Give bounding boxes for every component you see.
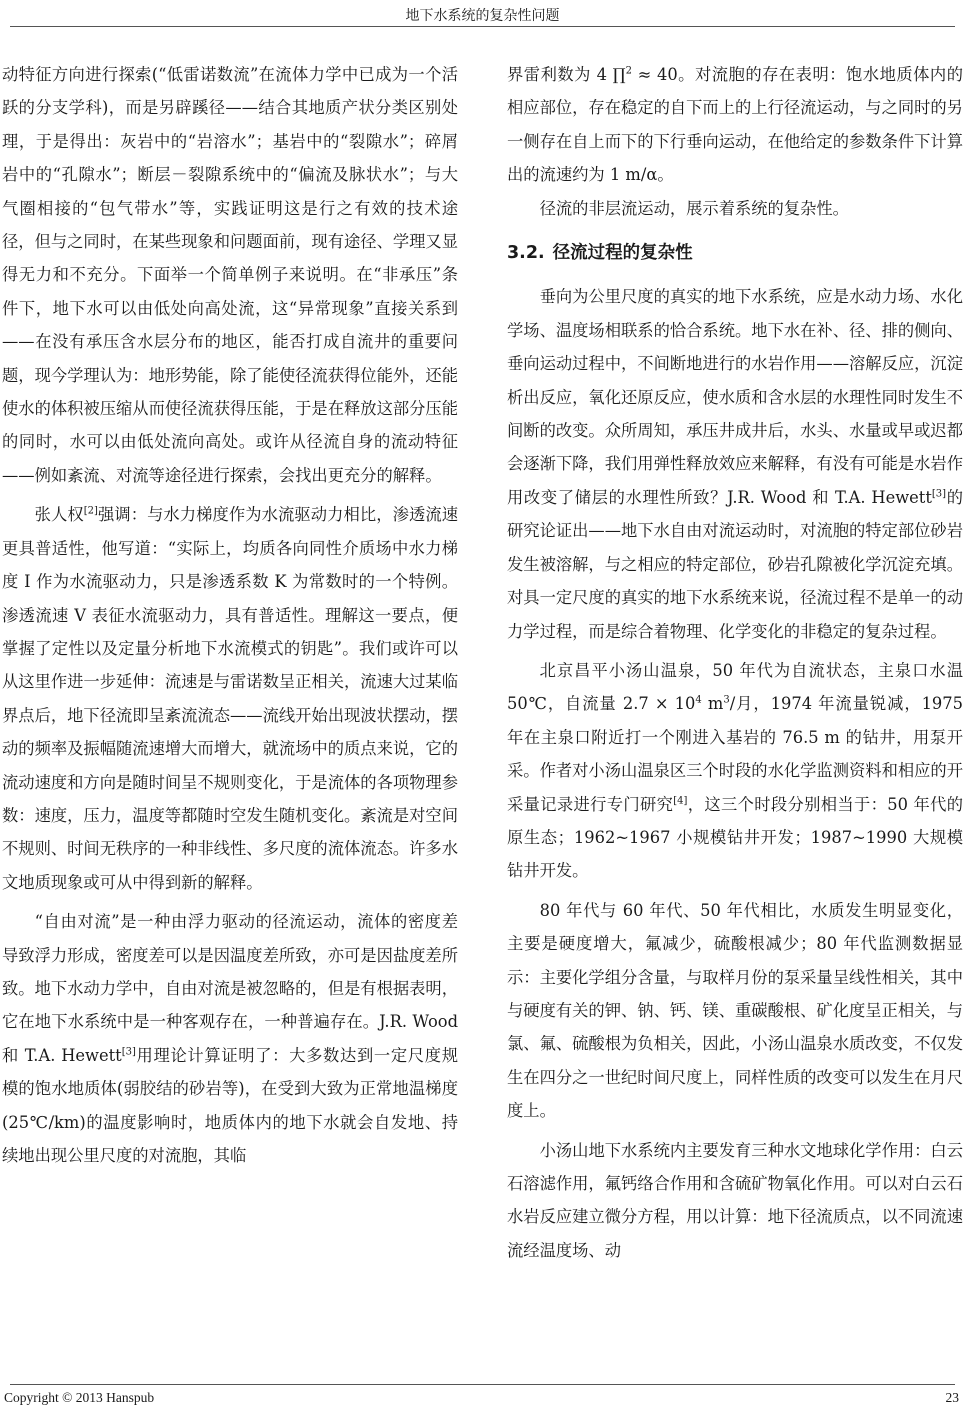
paragraph-text: 径流的非层流运动，展示着系统的复杂性。 [539,198,849,218]
paragraph-text: ，这三个时段分别相当于：50 年代的原生态；1962~1967 小规模钻井开发；1987~1990 大规模钻井开发。 [507,794,963,881]
paragraph-text: 动特征方向进行探索(“低雷诺数流”在流体力学中已成为一个活跃的分支学科)，而是另辟蹊径——结合其地质产状分类区别处理，于是得出：灰岩中的“岩溶水”；基岩中的“裂隙水”；碎屑岩中的“孔隙水”；断层－裂隙系统中的“偏流及脉状水”；与大气圈相接的“包气带水”等，实践证明这是行之有效的技术途径，但与之同时，在某些现象和问题面前，现有途径、学理又显得无力和不充分。下面举一个简单例子来说明。在“非承压”条件下，地下水可以由低处向高处流，这“异常现象”直接关系到——在没有承压含水层分布的地区，能否打成自流井的重要问题，现今学理认为：地形势能，除了能使径流获得位能外，还能使水的体积被压缩从而使径流获得压能，于是在释放这部分压能的同时，水可以由低处流向高处。或许从径流自身的流动特征——例如紊流、对流等途径进行探索，会找出更充分的解释。 [2,65,458,485]
citation-ref: [3] [931,488,947,500]
superscript: 4 [695,694,702,706]
left-column [2,58,458,1172]
paragraph-text: 的研究论证出——地下水自由对流运动时，对流胞的特定部位砂岩发生被溶解，与之相应的特定部位，砂岩孔隙被化学沉淀充填。对具一定尺度的真实的地下水系统来说，径流过程不是单一的动力学过程，而是综合着物理、化学变化的非稳定的复杂过程。 [507,487,963,641]
paragraph-text: ≈ 40。对流胞的存在表明：饱水地质体内的相应部位，存在稳定的自下而上的上行径流运动，与之同时的另一侧存在自上而下的下行垂向运动，在他给定的参数条件下计算出的流速约为 1 m/α。 [507,65,963,185]
paragraph-text: 北京昌平小汤山温泉，50 年代为自流状态，主泉口水温 50℃，自流量 2.7 × 10 [507,660,963,714]
journal-running-title: 地下水系统的复杂性问题 [405,8,560,24]
paragraph-free-convection [2,905,458,1172]
citation-ref: [2] [83,505,98,517]
paragraph-summary [507,192,963,225]
paragraph-text: 垂向为公里尺度的真实的地下水系统，应是水动力场、水化学场、温度场相联系的恰合系统。地下水在补、径、排的侧向、垂向运动过程中，不间断地进行的水岩作用——溶解反应，沉淀析出反应，氧化还原反应，使水质和含水层的水理性同时发生不间断的改变。众所周知，承压井成井后，水头、水量或早或迟都会逐渐下降，我们用弹性释放效应来解释，有没有可能是水岩作用改变了储层的水理性所致？J.R. Wood 和 T.A. Hewett [507,287,963,507]
superscript: 2 [625,65,632,77]
section-title: 径流过程的复杂性 [552,243,693,264]
section-number: 3.2. [507,243,545,264]
paragraph-text: 张人权 [34,505,84,525]
paragraph-text: 强调：与水力梯度作为水流驱动力相比，渗透流速更具普适性，他写道：“实际上，均质各向同性介质场中水力梯度 I 作为水流驱动力，只是渗透系数 K 为常数时的一个特例。渗透流速 V 表征水流驱动力，具有普适性。理解这一要点，便掌握了定性以及定量分析地下水流模式的钥匙”。我们或许可以从这里作进一步延伸：流速是与雷诺数呈正相关，流速大过某临界点后，地下径流即呈紊流流态——流线开始出现波状摆动，摆动的频率及振幅随流速增大而增大，就流场中的质点来说，它的流动速度和方向是随时间呈不规则变化，于是流体的各项物理参数：速度，压力，温度等都随时空发生随机变化。紊流是对空间不规则、时间无秩序的一种非线性、多尺度的流体流态。许多水文地质现象或可从中得到新的解释。 [2,505,458,892]
copyright-notice: Copyright © 2013 Hanspub [4,1390,155,1405]
paragraph-text: “自由对流”是一种由浮力驱动的径流运动，流体的密度差导致浮力形成，密度差可以是因温度差所致，亦可是因盐度差所致。地下水动力学中，自由对流是被忽略的，但是有根据表明，它在地下水系统中是一种客观存在，一种普遍存在。J.R. Wood 和 T.A. Hewett [2,912,458,1065]
paragraph-text: 界雷利数为 4 ∏ [507,65,626,84]
citation-ref: [3] [121,1046,136,1058]
superscript: 3 [723,694,730,706]
paragraph-text: /月，1974 年流量锐减，1975 年在主泉口附近打一个刚进入基岩的 76.5 m 的钻井，用泵开采。作者对小汤山温泉区三个时段的水化学监测资料和相应的开采量记录进行专门研究 [507,694,963,814]
paragraph-continued [2,58,458,492]
page-number: 23 [945,1390,959,1405]
paragraph-text: 小汤山地下水系统内主要发育三种水文地球化学作用：白云石溶滤作用，氟钙络合作用和含硫矿物氧化作用。可以对白云石水岩反应建立微分方程，用以计算：地下径流质点，以不同流速流经温度场、动 [507,1140,963,1260]
running-header [0,0,965,28]
paragraph-geochemistry [507,1134,963,1268]
paragraph-text: 用理论计算证明了：大多数达到一定尺度规模的饱水地质体(弱胶结的砂岩等)，在受到大致为正常地温梯度(25℃/km)的温度影响时，地质体内的地下水就会自发地、持续地出现公里尺度的对流胞，其临 [2,1045,458,1165]
paragraph-continued [507,58,963,192]
header-divider [10,26,955,27]
paragraph-zhang [2,498,458,899]
paragraph-text: m [701,694,724,714]
footer-divider [10,1384,955,1385]
citation-ref: [4] [673,795,688,807]
page-footer [0,1384,965,1414]
paragraph-water-quality [507,894,963,1128]
right-column [507,58,963,1267]
paragraph-text: 80 年代与 60 年代、50 年代相比，水质发生明显变化，主要是硬度增大，氟减少，硫酸根减少；80 年代监测数据显示：主要化学组分含量，与取样月份的泵采量呈线性相关，其中与硬度有关的钾、钠、钙、镁、重碳酸根、矿化度呈正相关，与氯、氟、硫酸根为负相关，因此，小汤山温泉水质改变，不仅发生在四分之一世纪时间尺度上，同样性质的改变可以发生在月尺度上。 [507,900,963,1121]
section-heading [507,237,963,270]
paragraph-xiaotangshan [507,654,963,888]
paragraph-runoff [507,280,963,647]
